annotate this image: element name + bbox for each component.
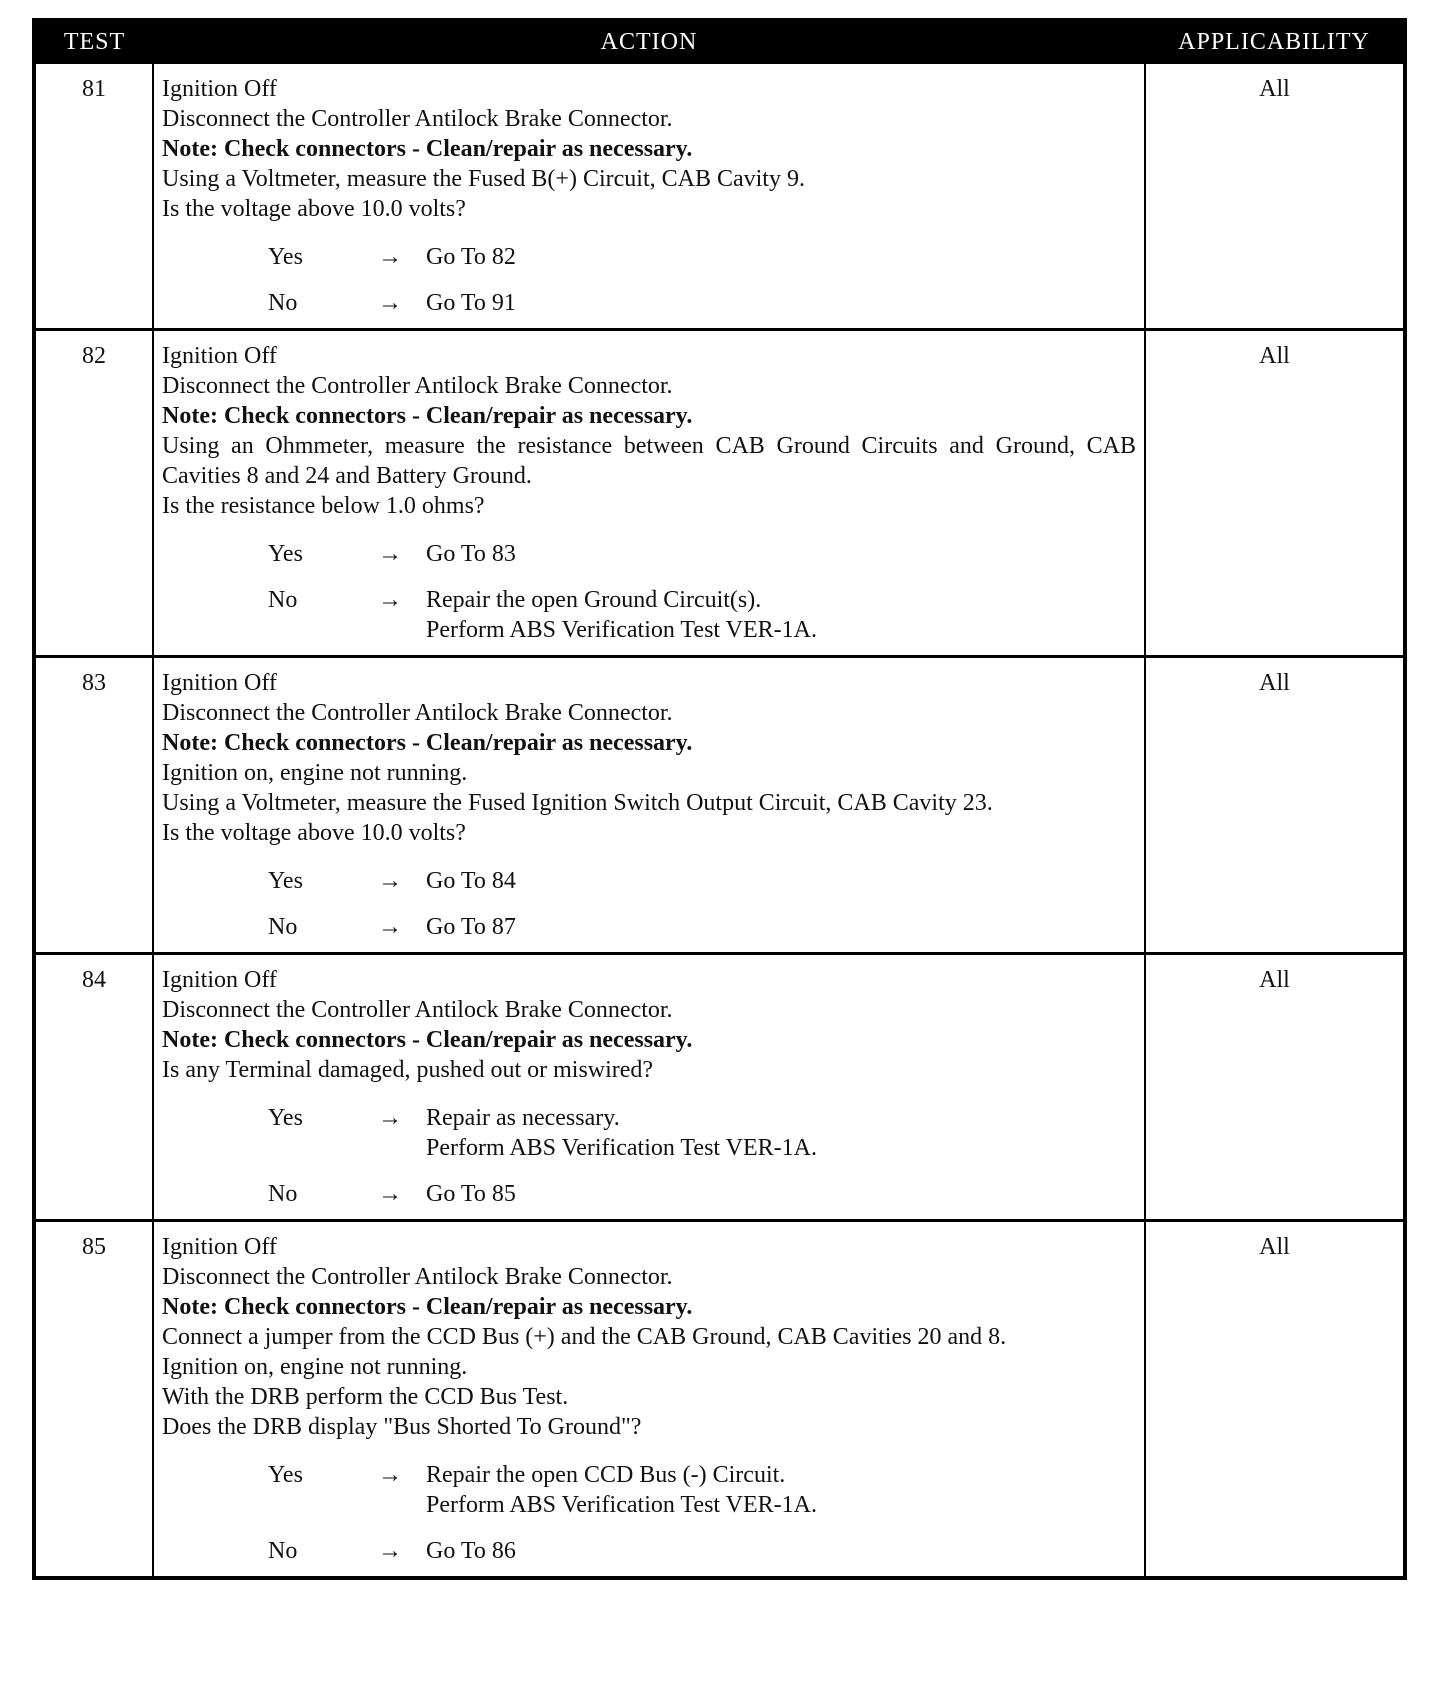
- branch-yes: [268, 1460, 1136, 1520]
- arrow-right-icon: →: [378, 868, 402, 894]
- test-number: 85: [34, 1221, 153, 1579]
- branch-label: Yes: [268, 868, 303, 894]
- branch-no: [268, 912, 1136, 942]
- branch-outcome: [426, 1103, 1136, 1163]
- branch-no: [268, 1179, 1136, 1209]
- action-line: Ignition Off: [162, 1234, 277, 1260]
- arrow-right-icon: →: [378, 244, 402, 270]
- note-line: Note: Check connectors - Clean/repair as necessary.: [162, 136, 693, 162]
- applicability-cell: All: [1145, 330, 1405, 657]
- table-row: [34, 330, 1405, 657]
- outcome-line: Go To 83: [426, 541, 516, 567]
- branch-outcome: [426, 1179, 1136, 1209]
- branch-label: Yes: [268, 1105, 303, 1131]
- action-line: Ignition on, engine not running.: [162, 1354, 468, 1380]
- branch-no: [268, 288, 1136, 318]
- branch-outcome: [426, 1536, 1136, 1566]
- action-line: Disconnect the Controller Antilock Brake Connector.: [162, 997, 673, 1023]
- note-line: Note: Check connectors - Clean/repair as necessary.: [162, 1027, 693, 1053]
- table-row: [34, 63, 1405, 330]
- branch-list: [162, 866, 1136, 942]
- arrow-right-icon: →: [378, 290, 402, 316]
- header-action: ACTION: [153, 20, 1145, 63]
- outcome-line: Go To 85: [426, 1181, 516, 1207]
- action-line: Using an Ohmmeter, measure the resistance between CAB Ground Circuits and Ground, CAB Cavities 8 and 24 and Battery Ground.: [162, 433, 1136, 489]
- action-line: Is the voltage above 10.0 volts?: [162, 196, 466, 222]
- outcome-line: Go To 87: [426, 914, 516, 940]
- branch-label: No: [268, 290, 298, 316]
- applicability-cell: All: [1145, 1221, 1405, 1579]
- action-line: Disconnect the Controller Antilock Brake Connector.: [162, 700, 673, 726]
- branch-outcome: [426, 539, 1136, 569]
- diagnostic-table: [32, 18, 1407, 1580]
- outcome-line: Perform ABS Verification Test VER-1A.: [426, 617, 817, 643]
- branch-yes: [268, 1103, 1136, 1163]
- action-cell: [153, 330, 1145, 657]
- arrow-right-icon: →: [378, 1462, 402, 1488]
- table-header: [34, 20, 1405, 63]
- branch-label: Yes: [268, 1462, 303, 1488]
- outcome-line: Go To 91: [426, 290, 516, 316]
- header-test: TEST: [34, 20, 153, 63]
- branch-yes: [268, 242, 1136, 272]
- diagnostic-test-sheet: [32, 18, 1403, 1580]
- action-line: Is the resistance below 1.0 ohms?: [162, 493, 485, 519]
- arrow-right-icon: →: [378, 1181, 402, 1207]
- action-line: Is any Terminal damaged, pushed out or miswired?: [162, 1057, 654, 1083]
- outcome-line: Go To 82: [426, 244, 516, 270]
- arrow-right-icon: →: [378, 1105, 402, 1131]
- branch-no: [268, 585, 1136, 645]
- note-line: Note: Check connectors - Clean/repair as necessary.: [162, 730, 693, 756]
- applicability-cell: All: [1145, 954, 1405, 1221]
- branch-outcome: [426, 242, 1136, 272]
- branch-label: No: [268, 587, 298, 613]
- action-cell: [153, 954, 1145, 1221]
- arrow-right-icon: →: [378, 1538, 402, 1564]
- outcome-line: Go To 86: [426, 1538, 516, 1564]
- branch-label: Yes: [268, 244, 303, 270]
- applicability-cell: All: [1145, 63, 1405, 330]
- outcome-line: Go To 84: [426, 868, 516, 894]
- branch-outcome: [426, 288, 1136, 318]
- action-cell: [153, 657, 1145, 954]
- action-line: Does the DRB display "Bus Shorted To Ground"?: [162, 1414, 642, 1440]
- outcome-line: Repair as necessary.: [426, 1105, 620, 1131]
- branch-outcome: [426, 1460, 1136, 1520]
- branch-list: [162, 1103, 1136, 1209]
- action-line: Is the voltage above 10.0 volts?: [162, 820, 466, 846]
- action-line: Disconnect the Controller Antilock Brake Connector.: [162, 1264, 673, 1290]
- action-line: Ignition Off: [162, 967, 277, 993]
- branch-yes: [268, 539, 1136, 569]
- branch-label: Yes: [268, 541, 303, 567]
- table-row: [34, 1221, 1405, 1579]
- branch-yes: [268, 866, 1136, 896]
- branch-label: No: [268, 914, 298, 940]
- test-number: 81: [34, 63, 153, 330]
- table-row: [34, 954, 1405, 1221]
- header-applicability: APPLICABILITY: [1145, 20, 1405, 63]
- note-line: Note: Check connectors - Clean/repair as necessary.: [162, 1294, 693, 1320]
- action-line: Using a Voltmeter, measure the Fused Ignition Switch Output Circuit, CAB Cavity 23.: [162, 790, 993, 816]
- action-line: Ignition Off: [162, 670, 277, 696]
- branch-outcome: [426, 585, 1136, 645]
- action-line: Ignition Off: [162, 343, 277, 369]
- applicability-cell: All: [1145, 657, 1405, 954]
- action-line: Disconnect the Controller Antilock Brake Connector.: [162, 373, 673, 399]
- outcome-line: Repair the open Ground Circuit(s).: [426, 587, 762, 613]
- action-line: Disconnect the Controller Antilock Brake Connector.: [162, 106, 673, 132]
- table-row: [34, 657, 1405, 954]
- action-cell: [153, 63, 1145, 330]
- outcome-line: Perform ABS Verification Test VER-1A.: [426, 1492, 817, 1518]
- branch-list: [162, 242, 1136, 318]
- table-body: [34, 63, 1405, 1578]
- test-number: 82: [34, 330, 153, 657]
- branch-label: No: [268, 1181, 298, 1207]
- branch-label: No: [268, 1538, 298, 1564]
- action-line: Using a Voltmeter, measure the Fused B(+) Circuit, CAB Cavity 9.: [162, 166, 805, 192]
- test-number: 83: [34, 657, 153, 954]
- branch-no: [268, 1536, 1136, 1566]
- action-line: Ignition on, engine not running.: [162, 760, 468, 786]
- note-line: Note: Check connectors - Clean/repair as necessary.: [162, 403, 693, 429]
- action-cell: [153, 1221, 1145, 1579]
- action-line: Ignition Off: [162, 76, 277, 102]
- arrow-right-icon: →: [378, 587, 402, 613]
- action-line: Connect a jumper from the CCD Bus (+) and the CAB Ground, CAB Cavities 20 and 8.: [162, 1324, 1007, 1350]
- branch-list: [162, 1460, 1136, 1566]
- action-line: With the DRB perform the CCD Bus Test.: [162, 1384, 569, 1410]
- branch-list: [162, 539, 1136, 645]
- arrow-right-icon: →: [378, 914, 402, 940]
- arrow-right-icon: →: [378, 541, 402, 567]
- branch-outcome: [426, 866, 1136, 896]
- branch-outcome: [426, 912, 1136, 942]
- outcome-line: Repair the open CCD Bus (-) Circuit.: [426, 1462, 786, 1488]
- outcome-line: Perform ABS Verification Test VER-1A.: [426, 1135, 817, 1161]
- test-number: 84: [34, 954, 153, 1221]
